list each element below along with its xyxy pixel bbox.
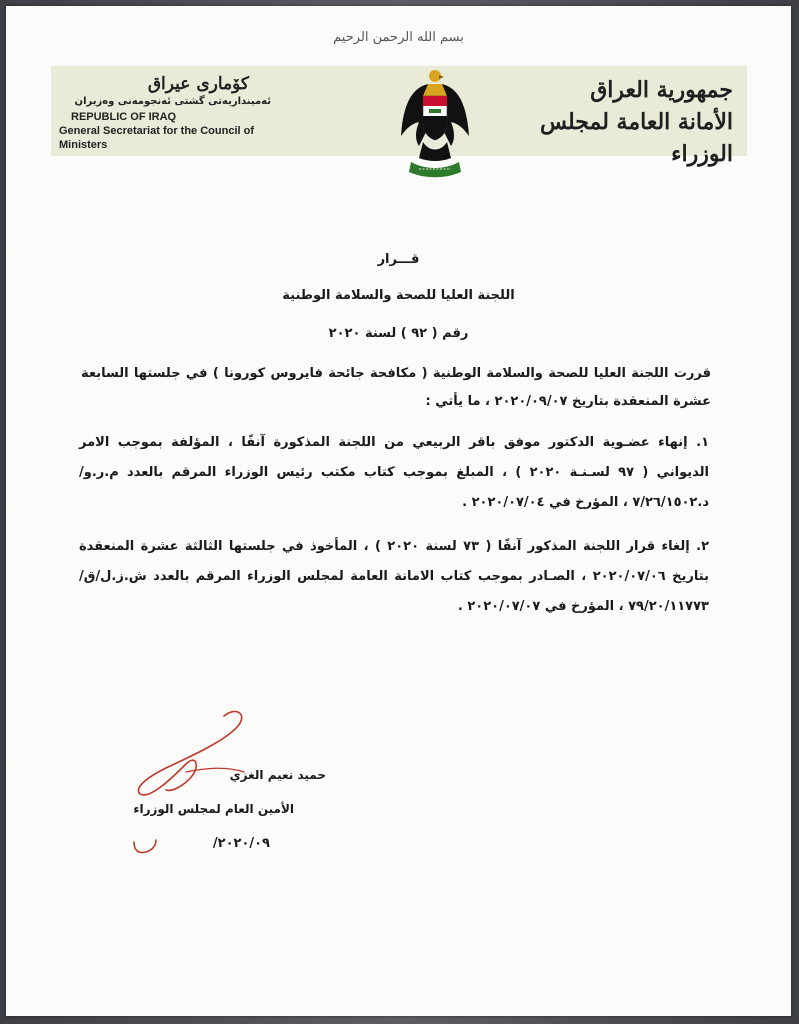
signatory-name: حميد نعيم الغزي: [229, 768, 326, 782]
decision-heading: قـــرار: [377, 252, 420, 267]
english-country-name: REPUBLIC OF IRAQ: [71, 111, 177, 123]
handwritten-signature: [126, 706, 266, 801]
committee-name: اللجنة العليا للصحة والسلامة الوطنية: [282, 288, 515, 303]
item-text: إنهاء عضـوية الدكتور موفق باقر الربيعي من اللجنة المذكورة آنفًا ، المؤلفة بموجب الامر الديواني ( ٩٧ لسـنـة ٢٠٢٠ ) ، المبلغ بموجب كتاب مكتب رئيس الوزراء المرقم بالعدد م.ر.و/د.٧/٢٦/١٥٠٢ ، المؤرخ في ٢٠٢٠/٠٧/٠٤ .: [79, 435, 709, 510]
kurdish-secretariat-name: ئەمینداریەتی گشتی ئەنجومەنی وەزیران: [74, 96, 271, 107]
english-secretariat-name: General Secretariat for the Council of Ministers: [59, 125, 254, 151]
handwritten-day-mark: [130, 836, 160, 860]
signatory-title: الأمين العام لمجلس الوزراء: [133, 802, 294, 816]
iraq-coat-of-arms-icon: [397, 66, 473, 184]
shield-green-script: [429, 109, 441, 113]
item-number: ١.: [696, 435, 709, 450]
arabic-country-name: جمهورية العراق: [590, 77, 733, 103]
signature-stroke: [138, 711, 241, 794]
eagle-beak: [439, 75, 444, 79]
item-number: ٢.: [696, 539, 709, 554]
decision-intro: قررت اللجنة العليا للصحة والسلامة الوطنية ( مكافحة جائحة فايروس كورونا ) في جلستها السابعة عشرة المنعقدة بتاريخ ٢٠٢٠/٠٩/٠٧ ، ما يأتي :: [81, 366, 711, 409]
document-page: [6, 6, 791, 1016]
eagle-tail: [419, 142, 451, 161]
decision-item: [79, 532, 709, 622]
letterhead-left-block: [59, 74, 289, 152]
basmala: بسم الله الرحمن الرحيم: [333, 30, 464, 45]
shield-bottom: [423, 124, 447, 140]
emblem-banner: [409, 162, 461, 177]
letterhead-right-block: [533, 74, 733, 170]
signature-date: ٢٠٢٠/٠٩/: [212, 836, 270, 851]
item-text: إلغاء قرار اللجنة المذكور آنفًا ( ٧٣ لسنة ٢٠٢٠ ) ، المأخوذ في جلستها الثالثة عشرة المنعقدة بتاريخ ٢٠٢٠/٠٧/٠٦ ، الصـادر بموجب كتاب الامانة العامة لمجلس الوزراء المرقم بالعدد ش.ز.ل/ق/٧٩/٢٠/١١٧٧٣ ، المؤرخ في ٢٠٢٠/٠٧/٠٧ .: [79, 539, 709, 614]
decision-number: رقم ( ٩٢ ) لسنة ٢٠٢٠: [328, 326, 469, 341]
shield-red-band: [423, 96, 447, 106]
arabic-secretariat-name: الأمانة العامة لمجلس الوزراء: [539, 109, 733, 167]
day-mark-stroke: [134, 840, 156, 853]
kurdish-country-name: كۆماری عیراق: [147, 74, 249, 94]
letterhead-band: [51, 66, 747, 167]
shield-black-band: [423, 116, 447, 124]
decision-item: [79, 428, 709, 518]
